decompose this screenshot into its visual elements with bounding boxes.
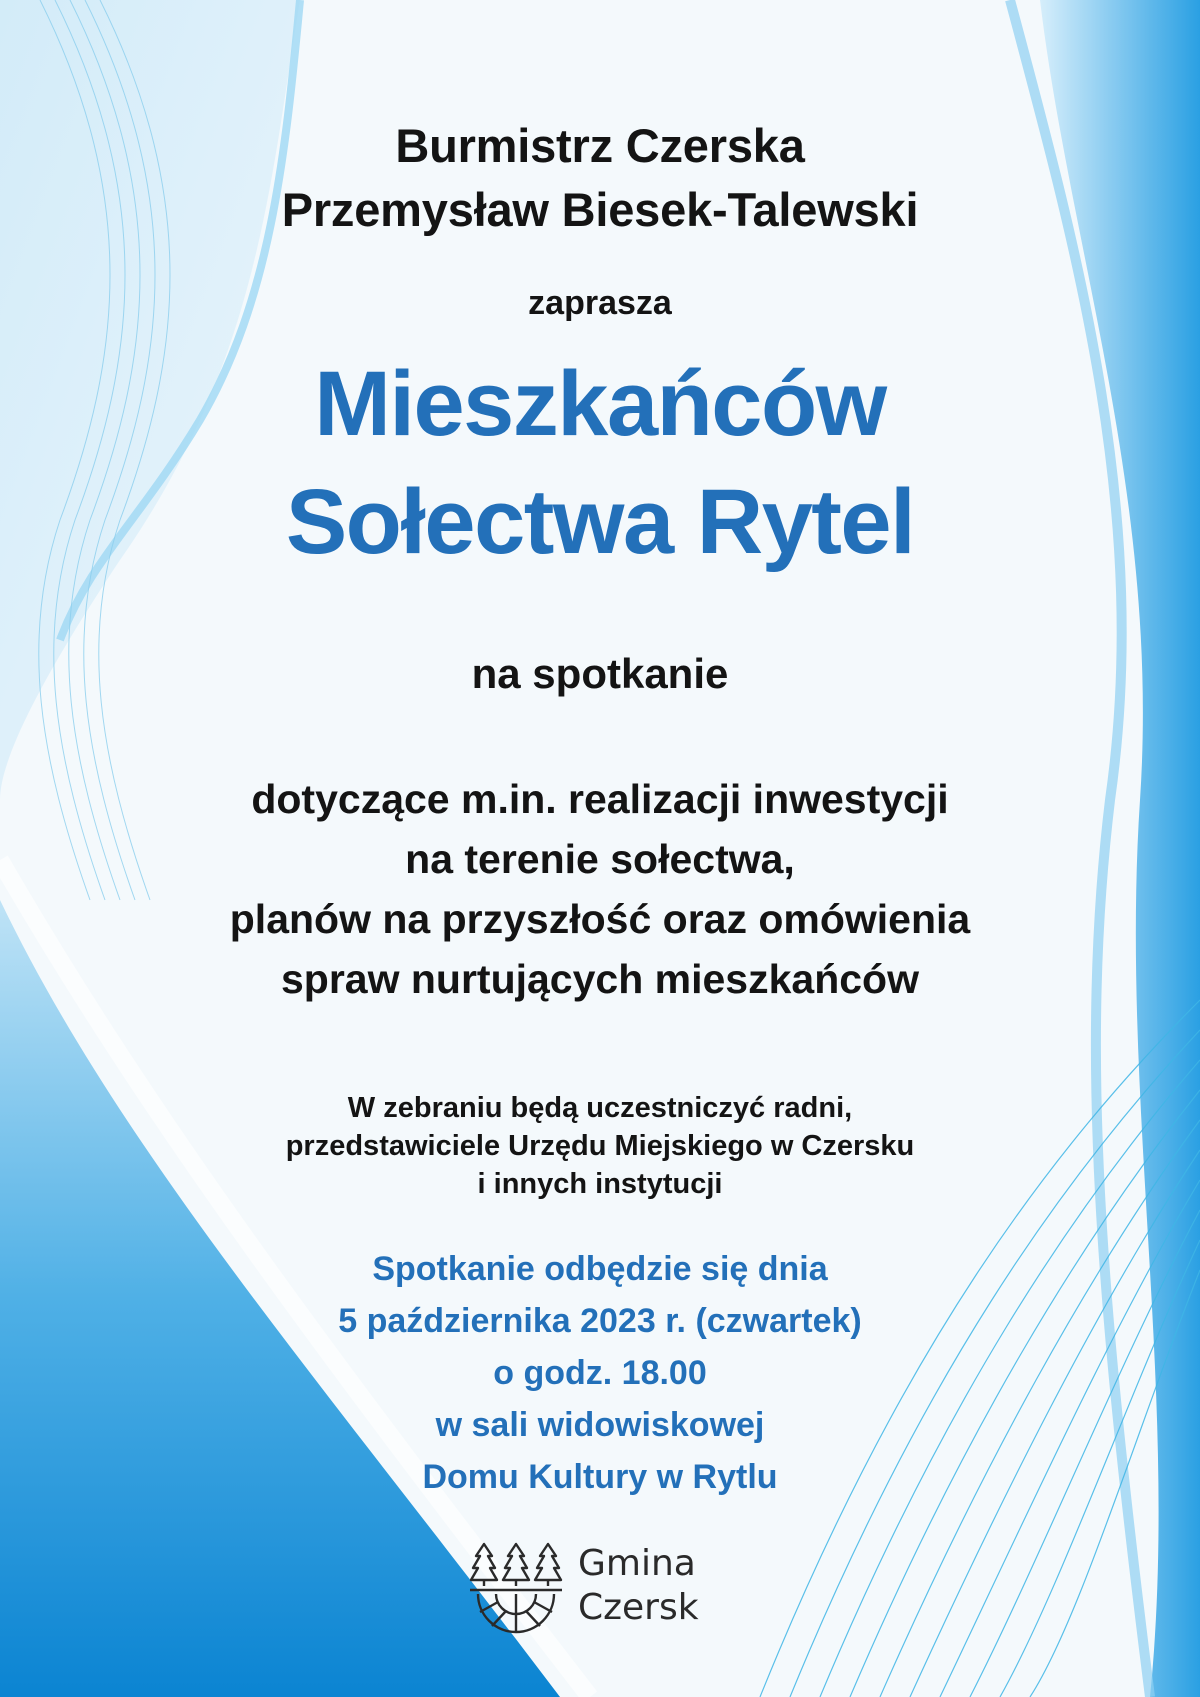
participants-line: W zebraniu będą uczestniczyć radni, bbox=[347, 1092, 853, 1124]
logo-text bbox=[578, 1542, 699, 1630]
topic-line: planów na przyszłość oraz omówienia bbox=[229, 896, 971, 942]
participants-line: przedstawiciele Urzędu Miejskiego w Czersku bbox=[285, 1130, 915, 1162]
meeting-date: 5 października 2023 r. (czwartek) bbox=[338, 1302, 862, 1340]
organizer-title: Burmistrz Czerska bbox=[395, 119, 805, 172]
meeting-location: Domu Kultury w Rytlu bbox=[422, 1458, 778, 1496]
logo-line-2: Czersk bbox=[578, 1587, 699, 1628]
invites-text: zaprasza bbox=[528, 284, 672, 322]
trees-and-wheel-emblem-icon bbox=[466, 1540, 566, 1640]
gmina-czersk-logo bbox=[466, 1540, 726, 1640]
audience-line-1: Mieszkańców bbox=[314, 353, 886, 455]
meeting-venue: w sali widowiskowej bbox=[435, 1406, 765, 1444]
participants-line: i innych instytucji bbox=[477, 1168, 723, 1200]
topic-line: dotyczące m.in. realizacji inwestycji bbox=[251, 776, 949, 822]
topic-line: spraw nurtujących mieszkańców bbox=[280, 956, 919, 1002]
meeting-line: Spotkanie odbędzie się dnia bbox=[372, 1250, 828, 1288]
organizer-name: Przemysław Biesek-Talewski bbox=[281, 183, 919, 236]
audience-line-2: Sołectwa Rytel bbox=[285, 471, 915, 573]
event-intro: na spotkanie bbox=[471, 650, 729, 697]
meeting-time: o godz. 18.00 bbox=[493, 1354, 707, 1392]
topic-line: na terenie sołectwa, bbox=[405, 836, 795, 882]
logo-line-1: Gmina bbox=[578, 1543, 696, 1584]
